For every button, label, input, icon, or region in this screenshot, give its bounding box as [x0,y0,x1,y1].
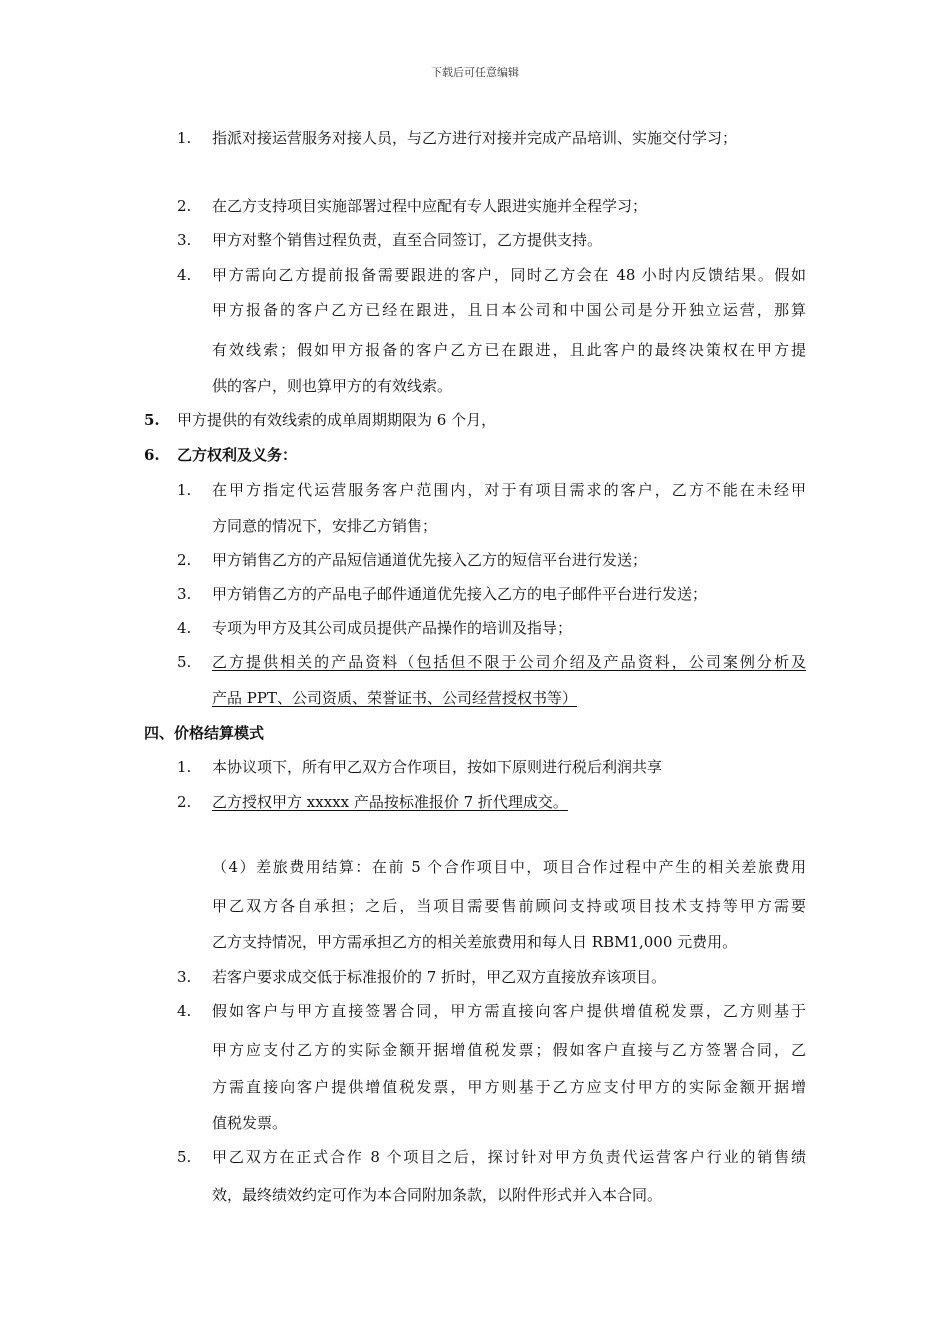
list-item-text: 乙方授权甲方 xxxxx 产品按标准报价 7 折代理成交。 [212,793,568,811]
paragraph-text: 甲乙双方各自承担；之后，当项目需要售前顾问支持或项目技术支持等甲方需要 [212,897,806,915]
list-number: 2. [177,551,192,569]
paragraph-text: 乙方支持情况，甲方需承担乙方的相关差旅费用和每人日 RBM1,000 元费用。 [212,933,738,951]
list-item-text: 方需直接向客户提供增值税发票，甲方则基于乙方应支付甲方的实际金额开据增 [212,1078,806,1096]
list-item-text: 若客户要求成交低于标准报价的 7 折时，甲乙双方直接放弃该项目。 [212,968,667,986]
paragraph-text: （4）差旅费用结算：在前 5 个合作项目中，项目合作过程中产生的相关差旅费用 [212,858,806,876]
list-item-text: 甲方应支付乙方的实际金额开据增值税发票；假如客户直接与乙方签署合同，乙 [212,1041,806,1059]
list-number: 4. [177,619,192,637]
section-heading: 四、价格结算模式 [144,724,265,742]
list-item-text: 供的客户，则也算甲方的有效线索。 [212,377,453,395]
list-number: 1. [177,481,192,499]
list-number: 4. [177,266,192,284]
list-item-text: 值税发票。 [212,1114,288,1132]
list-number: 3. [177,968,192,986]
list-item-text: 甲方销售乙方的产品电子邮件通道优先接入乙方的电子邮件平台进行发送； [212,585,708,603]
list-number: 5. [177,1148,192,1166]
list-item-text: 甲方销售乙方的产品短信通道优先接入乙方的短信平台进行发送； [212,551,648,569]
section-heading: 乙方权利及义务： [177,446,298,464]
list-number: 2. [177,197,192,215]
list-item-text: 方同意的情况下，安排乙方销售； [212,517,438,535]
list-item-text: 在甲方指定代运营服务客户范围内，对于有项目需求的客户，乙方不能在未经甲 [212,481,806,499]
list-number: 5. [177,653,192,671]
list-item-text: 本协议项下，所有甲乙双方合作项目，按如下原则进行税后利润共享 [212,758,663,776]
list-item-text: 甲乙双方在正式合作 8 个项目之后，探讨针对甲方负责代运营客户行业的销售绩 [212,1148,806,1166]
list-item-text: 专项为甲方及其公司成员提供产品操作的培训及指导； [212,619,573,637]
list-number: 5. [144,411,160,429]
list-item-text: 指派对接运营服务对接人员，与乙方进行对接并完成产品培训、实施交付学习； [212,129,738,147]
list-item-text: 有效线索；假如甲方报备的客户乙方已在跟进，且此客户的最终决策权在甲方提 [212,341,806,359]
list-item-text: 效，最终绩效约定可作为本合同附加条款，以附件形式并入本合同。 [212,1186,663,1204]
list-item-text: 产品 PPT、公司资质、荣誉证书、公司经营授权书等） [212,689,577,707]
list-item-text: 甲方需向乙方提前报备需要跟进的客户，同时乙方会在 48 小时内反馈结果。假如 [212,266,806,284]
list-number: 2. [177,793,192,811]
list-number: 6. [144,446,160,464]
list-item-text: 在乙方支持项目实施部署过程中应配有专人跟进实施并全程学习； [212,197,648,215]
list-item-text: 甲方报备的客户乙方已经在跟进，且日本公司和中国公司是分开独立运营，那算 [212,301,806,319]
list-number: 3. [177,585,192,603]
page-header: 下载后可任意编辑 [431,66,519,79]
list-number: 1. [177,758,192,776]
list-item-text: 乙方提供相关的产品资料（包括但不限于公司介绍及产品资料，公司案例分析及 [212,653,806,671]
list-number: 3. [177,231,192,249]
list-item-text: 甲方提供的有效线索的成单周期期限为 6 个月， [177,411,497,429]
list-number: 4. [177,1002,192,1020]
list-number: 1. [177,129,192,147]
list-item-text: 甲方对整个销售过程负责，直至合同签订，乙方提供支持。 [212,231,603,249]
list-item-text: 假如客户与甲方直接签署合同，甲方需直接向客户提供增值税发票，乙方则基于 [212,1002,806,1020]
